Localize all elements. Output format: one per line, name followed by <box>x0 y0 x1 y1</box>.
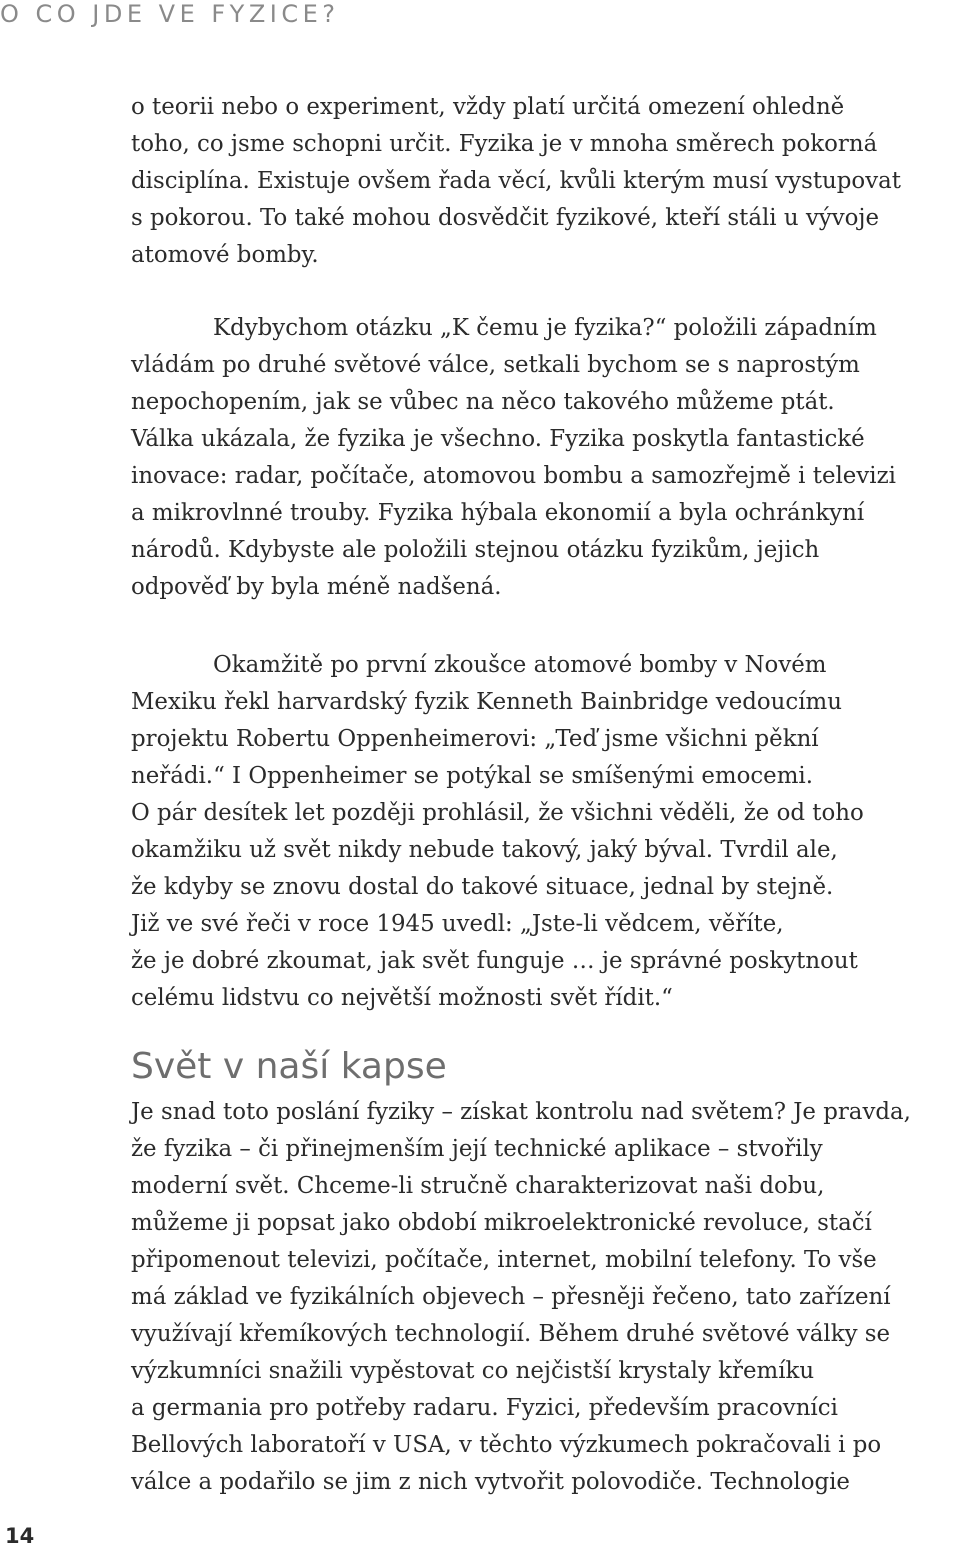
paragraph-line: toho, co jsme schopni určit. Fyzika je v mnoha směrech pokorná <box>131 131 878 157</box>
paragraph-line: že je dobré zkoumat, jak svět funguje … je správné poskytnout <box>131 948 858 974</box>
page-number: 14 <box>5 1524 35 1548</box>
paragraph-line: disciplína. Existuje ovšem řada věcí, kvůli kterým musí vystupovat <box>131 168 901 194</box>
paragraph-line: má základ ve fyzikálních objevech – přesněji řečeno, tato zařízení <box>131 1284 891 1310</box>
section-heading: Svět v naší kapse <box>131 1046 447 1087</box>
paragraph-line: nepochopením, jak se vůbec na něco takového můžeme ptát. <box>131 389 835 415</box>
paragraph-line: a mikrovlnné trouby. Fyzika hýbala ekonomií a byla ochránkyní <box>131 500 865 526</box>
paragraph-line: atomové bomby. <box>131 242 319 268</box>
section-paragraph <box>131 1094 960 1501</box>
paragraph-line: a germania pro potřeby radaru. Fyzici, především pracovníci <box>131 1395 838 1421</box>
paragraph-line: o teorii nebo o experiment, vždy platí určitá omezení ohledně <box>131 94 845 120</box>
paragraph-line: Válka ukázala, že fyzika je všechno. Fyzika poskytla fantastické <box>131 426 865 452</box>
paragraph-line: Mexiku řekl harvardský fyzik Kenneth Bainbridge vedoucímu <box>131 689 842 715</box>
paragraph-line: připomenout televizi, počítače, internet, mobilní telefony. To vše <box>131 1247 877 1273</box>
paragraph-2 <box>131 310 960 606</box>
running-head: O CO JDE VE FYZICE? <box>0 0 340 28</box>
paragraph-line: s pokorou. To také mohou dosvědčit fyzikové, kteří stáli u vývoje <box>131 205 880 231</box>
paragraph-line: O pár desítek let později prohlásil, že všichni věděli, že od toho <box>131 800 864 826</box>
paragraph-1 <box>131 89 960 274</box>
paragraph-line: výzkumníci snažili vypěstovat co nejčistší krystaly křemíku <box>131 1358 815 1384</box>
paragraph-line: že kdyby se znovu dostal do takové situace, jednal by stejně. <box>131 874 834 900</box>
paragraph-line: vládám po druhé světové válce, setkali bychom se s naprostým <box>131 352 860 378</box>
paragraph-line: Okamžitě po první zkoušce atomové bomby v Novém <box>213 652 827 678</box>
paragraph-line: odpověď by byla méně nadšená. <box>131 574 502 600</box>
paragraph-line: válce a podařilo se jim z nich vytvořit polovodiče. Technologie <box>131 1469 850 1495</box>
paragraph-line: Je snad toto poslání fyziky – získat kontrolu nad světem? Je pravda, <box>131 1099 911 1125</box>
paragraph-line: Již ve své řeči v roce 1945 uvedl: „Jste-li vědcem, věříte, <box>131 911 784 937</box>
paragraph-line: Bellových laboratoří v USA, v těchto výzkumech pokračovali i po <box>131 1432 882 1458</box>
paragraph-line: neřádi.“ I Oppenheimer se potýkal se smíšenými emocemi. <box>131 763 813 789</box>
paragraph-line: Kdybychom otázku „K čemu je fyzika?“ položili západním <box>213 315 877 341</box>
paragraph-line: využívají křemíkových technologií. Během druhé světové války se <box>131 1321 891 1347</box>
paragraph-line: národů. Kdybyste ale položili stejnou otázku fyzikům, jejich <box>131 537 820 563</box>
paragraph-line: okamžiku už svět nikdy nebude takový, jaký býval. Tvrdil ale, <box>131 837 838 863</box>
paragraph-line: že fyzika – či přinejmenším její technické aplikace – stvořily <box>131 1136 823 1162</box>
paragraph-3 <box>131 647 960 1017</box>
paragraph-line: celému lidstvu co největší možnosti svět řídit.“ <box>131 985 673 1011</box>
paragraph-line: inovace: radar, počítače, atomovou bombu a samozřejmě i televizi <box>131 463 896 489</box>
paragraph-line: moderní svět. Chceme-li stručně charakterizovat naši dobu, <box>131 1173 825 1199</box>
paragraph-line: můžeme ji popsat jako období mikroelektronické revoluce, stačí <box>131 1210 872 1236</box>
paragraph-line: projektu Robertu Oppenheimerovi: „Teď jsme všichni pěkní <box>131 726 819 752</box>
